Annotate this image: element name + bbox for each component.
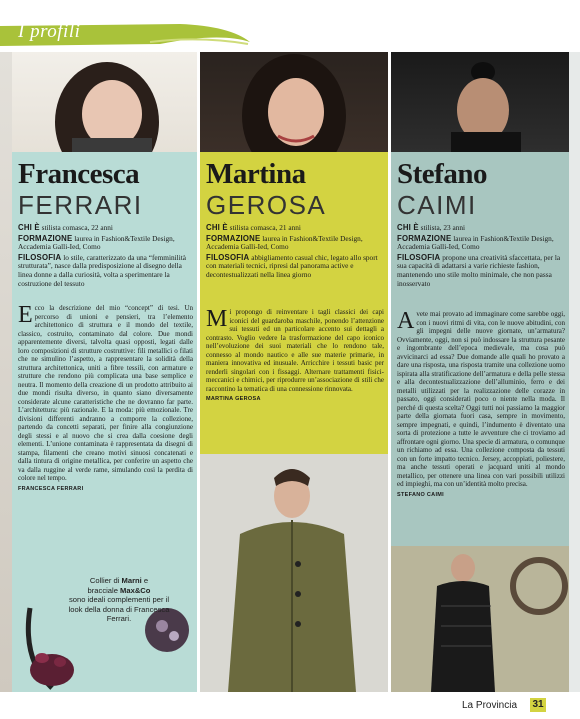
drop-cap: A: [397, 310, 415, 334]
page-number: 31: [530, 698, 546, 712]
first-name: Martina: [206, 158, 306, 190]
last-name: CAIMI: [397, 190, 477, 220]
profile-info: [206, 224, 384, 282]
chi-text: stilista comasca, 21 anni: [229, 223, 301, 232]
body-text: cco la descrizione del mio “concept” di tesi. Un percorso di unioni e pensieri, tra l’elemento architettonico di struttura e il mondo del textile, classico, costruito, contaminato dal colore. Due mondi apparentemente diversi, talvolta quasi opposti, legati dalle loro composizioni di strutture costruttive: fili metallici o filati che ne simulino l’aspetto, a rappresentare la solidità della struttura architettonica, uniti a fibre tessili, con armature e strutture che rendono più complicata una base semplice e neutra. Il momento della creazione di un prodotto attribuito ai due mondi risulta diverso, in quanto siano diversamente considerate alcune caratteristiche che ne dovranno far parte. L’architettura: più razionale. E la moda: più emozionale. Tre divisioni differenti andranno a comporre la collezione, partendo da concetti separati, per finire alla congiunzione degli stessi e al nuovo che si crea dalla coesione degli elementi. L’unione contaminata è rappresentata da disegni di stampa, filamenti che creano motivi sinuosi concatenati e dalla tintura di origine metallica, per conferire un aspetto che va dalla ruggine al verde rame, simulando così la perdita di colore nel tempo.: [18, 304, 193, 482]
formazione-text: laurea in Fashion&Textile Design, Accademia Galli-Ied, Como: [18, 233, 175, 252]
formazione-label: FORMAZIONE: [206, 233, 261, 243]
portrait-photo-martina: [200, 52, 388, 152]
profile-info: [397, 224, 565, 290]
chi-label: CHI È: [18, 223, 40, 232]
profile-column-francesca: [12, 52, 197, 692]
first-name: Stefano: [397, 158, 487, 190]
last-name: GEROSA: [206, 190, 327, 220]
chi-label: CHI È: [397, 223, 419, 232]
caption-text: sono ideali complementi per il look della donna di Francesca Ferrari.: [68, 595, 170, 623]
model-photo-martina: [200, 454, 388, 692]
filosofia-label: FILOSOFIA: [18, 252, 62, 262]
chi-label: CHI È: [206, 223, 228, 232]
formazione-label: FORMAZIONE: [397, 233, 452, 243]
article-body: [18, 304, 193, 596]
formazione-text: laurea in Fashion&Textile Design, Accademia Galli-Ied, Como: [206, 233, 363, 252]
body-text: vete mai provato ad immaginare come sarebbe oggi, con i nuovi ritmi di vita, con le nuove abitudini, con gli impegni delle nuove giornate, un’armatura? Ovviamente, oggi, non si può indossare la struttura pesante e ingombrante dell’epoca medievale, ma cosa può avvicinarci ad essa? Due domande alle quali ho provato a dare una risposta, una risposta tramite una collezione uomo ispirata alla stratificazione dell’armatura e della pelle stessa e alla decontestualizzazione dell’alluminio, ferro e dei metalli utilizzati per la realizzazione delle corazze in passato, oggi considerati poco o niente nella moda. Il perché di questa scelta? Oggi tutti noi passiamo la maggior parte della giornata fuori casa, sempre in movimento, sempre impegnati, e quindi, l’indumento è diventato una sorta di protezione a tutte le avventure che ci troviamo ad affrontare ogni giorno. Una specie di armatura, o comunque un richiamo ad essa. Una collezione composta da tessuti con un forte impatto tecnico. Jersey, accoppiati, poliestere, ma anche tessuti operati e jacquard uniti al mondo metallico, per ottenere una linea con vari possibili utilizzi ed impieghi, ma con un’identità molto precisa.: [397, 310, 565, 488]
chi-text: stilista comasca, 22 anni: [41, 223, 113, 232]
filosofia-text: lo stile, caratterizzato da una “femminilità strutturata”, nasce dalla predisposizione al disegno della linea donne a dalla curiosità, volta a sperimentare la costruzione del tessuto: [18, 252, 186, 288]
drop-cap: E: [18, 304, 33, 328]
profile-column-martina: [200, 52, 388, 692]
caption-brand-marni: Marni: [121, 576, 142, 585]
section-header: [0, 0, 580, 52]
drop-cap: M: [206, 308, 228, 332]
portrait-photo-stefano: [391, 52, 569, 152]
caption-text: bracciale: [87, 585, 121, 595]
profile-column-stefano: [391, 52, 569, 692]
section-title: I profili: [18, 21, 81, 42]
chi-text: stilista, 23 anni: [420, 223, 466, 232]
author-signature: FRANCESCA FERRARI: [18, 485, 84, 492]
right-edge-photo-strip: [569, 52, 580, 692]
filosofia-label: FILOSOFIA: [397, 252, 441, 262]
body-text: i propongo di reinventare i tagli classici dei capi iconici del guardaroba maschile, ponendo l’attenzione sui tessuti ed un particolare accento sui dettagli a contrasto. Voglio vedere la trasformazione del capo iconico nell’evoluzione dei suoi materiali che lo rendono tale, connesso al mondo nautico e alle sue materie primarie, in maniera innovativa ed inusuale. Arricchire i tessuti basic per renderli singolari con i fissaggi. Alternare trattamenti fisici-meccanici e chimici, per riprodurre un’associazione di stili che raccontino la tematica di una connessione rinnovata.: [206, 308, 384, 393]
article-body: [206, 308, 384, 448]
author-signature: STEFANO CAIMI: [397, 491, 444, 498]
formazione-text: laurea in Fashion&Textile Design, Accademia Galli-Ied, Como: [397, 233, 554, 252]
filosofia-text: propone una creatività sfaccettata, per la sua capacità di adattarsi a varie richieste fashion, mantenendo uno stile molto minimale, che non passa inosservato: [397, 252, 561, 288]
author-signature: MARTINA GEROSA: [206, 396, 261, 402]
filosofia-text: abbigliamento casual chic, legato allo sport con materiali tecnici, ripresi dal panorama active e decontestualizzati nella linea giorno: [206, 252, 378, 279]
jewelry-caption: [64, 576, 174, 624]
first-name: Francesca: [18, 158, 140, 190]
filosofia-label: FILOSOFIA: [206, 252, 250, 262]
portrait-photo-francesca: [12, 52, 197, 152]
caption-text: e: [141, 576, 149, 585]
formazione-label: FORMAZIONE: [18, 233, 73, 243]
publication-name: La Provincia: [462, 700, 518, 711]
model-photo-stefano: [391, 546, 569, 692]
caption-brand-maxco: Max&Co: [120, 585, 151, 595]
left-edge-photo-strip: [0, 52, 12, 692]
article-body: [397, 310, 565, 542]
page-footer: [0, 692, 580, 719]
last-name: FERRARI: [18, 190, 143, 220]
caption-text: Collier di: [89, 576, 122, 585]
profile-info: [18, 224, 193, 290]
